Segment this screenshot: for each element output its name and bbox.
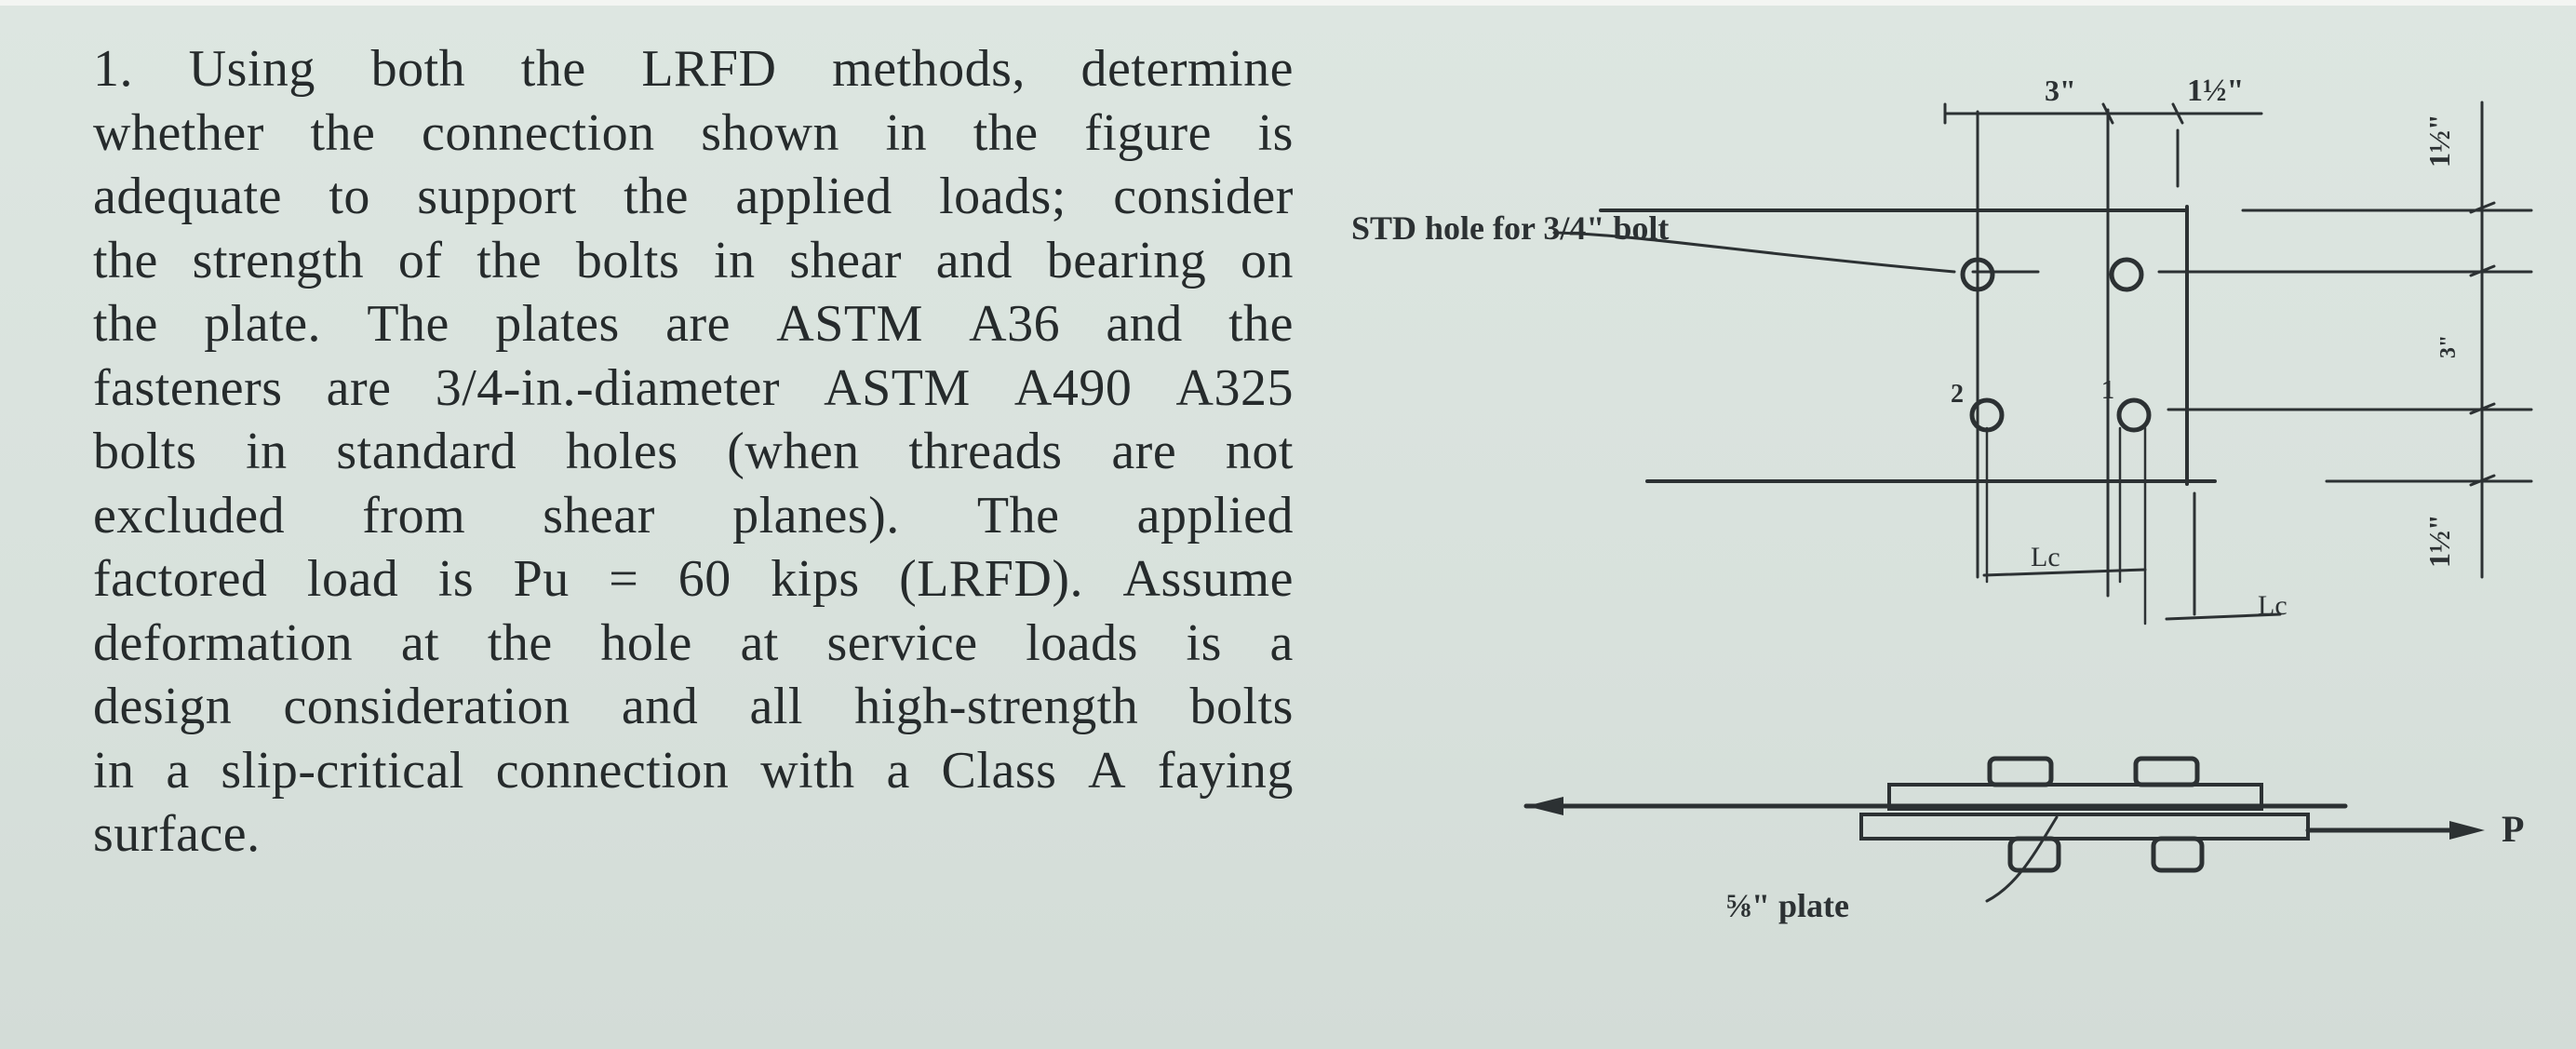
problem-word: faying — [1157, 741, 1294, 800]
problem-word: The — [976, 486, 1060, 545]
problem-line — [93, 292, 1294, 356]
problem-line — [93, 37, 1294, 101]
problem-word: holes — [565, 423, 678, 480]
plate-label: ⅝" plate — [1726, 887, 1849, 924]
connection-figure — [1303, 0, 2576, 1049]
problem-word: at — [400, 613, 440, 672]
problem-word: the — [310, 103, 376, 162]
problem-word: in — [93, 741, 135, 800]
problem-word: are — [326, 358, 392, 417]
problem-word: A36 — [969, 295, 1061, 353]
problem-word: the — [973, 103, 1039, 162]
problem-word: are — [1111, 423, 1177, 480]
bolt-1-label: 1 — [2101, 376, 2114, 405]
problem-word: methods, — [832, 40, 1026, 98]
problem-word: factored — [93, 550, 268, 608]
problem-line — [93, 612, 1294, 676]
problem-word: on — [1240, 231, 1294, 289]
problem-word: support — [417, 168, 577, 225]
problem-word: A — [1088, 741, 1127, 800]
bolt-hole-lower-right — [2119, 400, 2149, 430]
problem-word: deformation — [93, 613, 354, 672]
problem-word: in — [246, 423, 288, 480]
problem-word: the — [1228, 295, 1294, 353]
problem-word: bearing — [1046, 231, 1207, 289]
problem-line — [93, 356, 1294, 421]
problem-word: the — [624, 168, 690, 225]
problem-word: adequate — [93, 168, 282, 225]
problem-word: at — [740, 613, 779, 672]
problem-word: a — [166, 741, 190, 800]
problem-word: The — [367, 295, 449, 353]
problem-word: 1. — [93, 40, 133, 98]
problem-word: ASTM — [776, 295, 923, 353]
problem-word: high-strength — [854, 678, 1139, 735]
problem-word: from — [362, 486, 466, 545]
problem-word: ASTM — [824, 358, 971, 417]
problem-word: in — [885, 103, 928, 162]
problem-word: planes). — [732, 486, 900, 545]
problem-line — [93, 165, 1294, 229]
problem-line — [93, 420, 1294, 484]
plate-leader-line — [1987, 817, 2057, 901]
problem-word: the — [93, 295, 158, 353]
problem-word: A490 — [1013, 358, 1133, 417]
problem-word: the — [476, 231, 543, 289]
lc-label-2: Lc — [2258, 590, 2288, 621]
problem-word: Pu — [513, 550, 570, 608]
problem-word: bolts — [93, 423, 197, 480]
problem-word: and — [1106, 295, 1183, 353]
problem-line — [93, 101, 1294, 166]
problem-word: (LRFD). — [899, 550, 1084, 608]
dim-right-mid-label: 3" — [2436, 334, 2461, 358]
problem-word: slip-critical — [221, 741, 464, 800]
problem-word: all — [749, 678, 803, 735]
lc-label-1: Lc — [2031, 542, 2060, 572]
bolt-head-right — [2136, 759, 2197, 785]
problem-word: determine — [1080, 40, 1294, 98]
problem-word: consider — [1113, 168, 1294, 225]
problem-word: the — [93, 231, 158, 289]
problem-word: design — [93, 678, 233, 735]
left-load-arrowhead — [1526, 797, 1563, 815]
problem-word: in — [714, 231, 756, 289]
problem-word: are — [665, 295, 731, 353]
figure-drawing — [1303, 0, 2576, 1049]
problem-word: with — [760, 741, 855, 800]
problem-word: shown — [701, 103, 839, 162]
problem-word: loads; — [939, 168, 1067, 225]
bolt-2-label: 2 — [1951, 380, 1964, 409]
problem-word: is — [437, 550, 475, 608]
problem-word: fasteners — [93, 358, 283, 417]
problem-line — [93, 675, 1294, 739]
problem-word: 60 — [678, 550, 731, 608]
problem-word: shear — [789, 231, 902, 289]
problem-word: figure — [1084, 103, 1212, 162]
problem-word: a — [886, 741, 910, 800]
problem-word: kips — [771, 550, 860, 608]
problem-word: Class — [941, 741, 1057, 800]
problem-word: and — [935, 231, 1013, 289]
problem-line — [93, 547, 1294, 612]
problem-word: of — [397, 231, 443, 289]
problem-word: LRFD — [641, 40, 777, 98]
problem-word: Using — [188, 40, 315, 98]
bottom-plate-section — [1861, 814, 2308, 839]
problem-word: is — [1186, 613, 1222, 672]
problem-word: A325 — [1175, 358, 1294, 417]
problem-word: and — [621, 678, 699, 735]
problem-word: surface. — [93, 805, 261, 863]
problem-word: strength — [192, 231, 365, 289]
problem-word: = — [609, 550, 639, 608]
problem-word: plate. — [204, 295, 322, 353]
problem-line — [93, 802, 1294, 867]
problem-word: service — [826, 613, 978, 672]
problem-word: plates — [495, 295, 620, 353]
problem-word: hole — [600, 613, 692, 672]
problem-line — [93, 484, 1294, 548]
problem-statement — [93, 37, 1294, 867]
problem-word: consideration — [283, 678, 570, 735]
problem-word: bolts — [1189, 678, 1294, 735]
problem-word: loads — [1026, 613, 1138, 672]
problem-word: is — [1257, 103, 1294, 162]
problem-line — [93, 739, 1294, 803]
problem-word: excluded — [93, 486, 286, 545]
dim-right-bottom-label: 1½" — [2422, 514, 2456, 568]
problem-word: applied — [1136, 486, 1294, 545]
problem-word: threads — [908, 423, 1063, 480]
bolt-head-left — [1990, 759, 2051, 785]
problem-word: to — [329, 168, 370, 225]
right-load-arrowhead — [2449, 821, 2485, 840]
problem-word: (when — [727, 423, 860, 480]
dim-top-left-label: 3" — [2045, 74, 2076, 107]
problem-word: Assume — [1122, 550, 1294, 608]
problem-word: a — [1269, 613, 1294, 672]
problem-word: connection — [421, 103, 655, 162]
problem-word: applied — [735, 168, 892, 225]
problem-word: whether — [93, 103, 264, 162]
bolt-nut-right — [2153, 839, 2202, 870]
problem-word: load — [306, 550, 399, 608]
problem-word: shear — [543, 486, 655, 545]
bolt-hole-upper-right — [2112, 260, 2141, 289]
problem-word: standard — [336, 423, 517, 480]
dim-top-right-label: 1½" — [2187, 74, 2245, 108]
problem-line — [93, 229, 1294, 293]
problem-word: not — [1225, 423, 1294, 480]
problem-word: 3/4-in.-diameter — [435, 358, 780, 417]
problem-word: both — [370, 40, 466, 98]
problem-word: bolts — [575, 231, 680, 289]
load-p-label: P — [2502, 808, 2525, 850]
hole-label: STD hole for 3/4" bolt — [1351, 209, 1670, 247]
dim-right-top-label: 1½" — [2422, 114, 2456, 168]
problem-word: the — [520, 40, 586, 98]
problem-word: connection — [495, 741, 730, 800]
problem-word: the — [487, 613, 553, 672]
